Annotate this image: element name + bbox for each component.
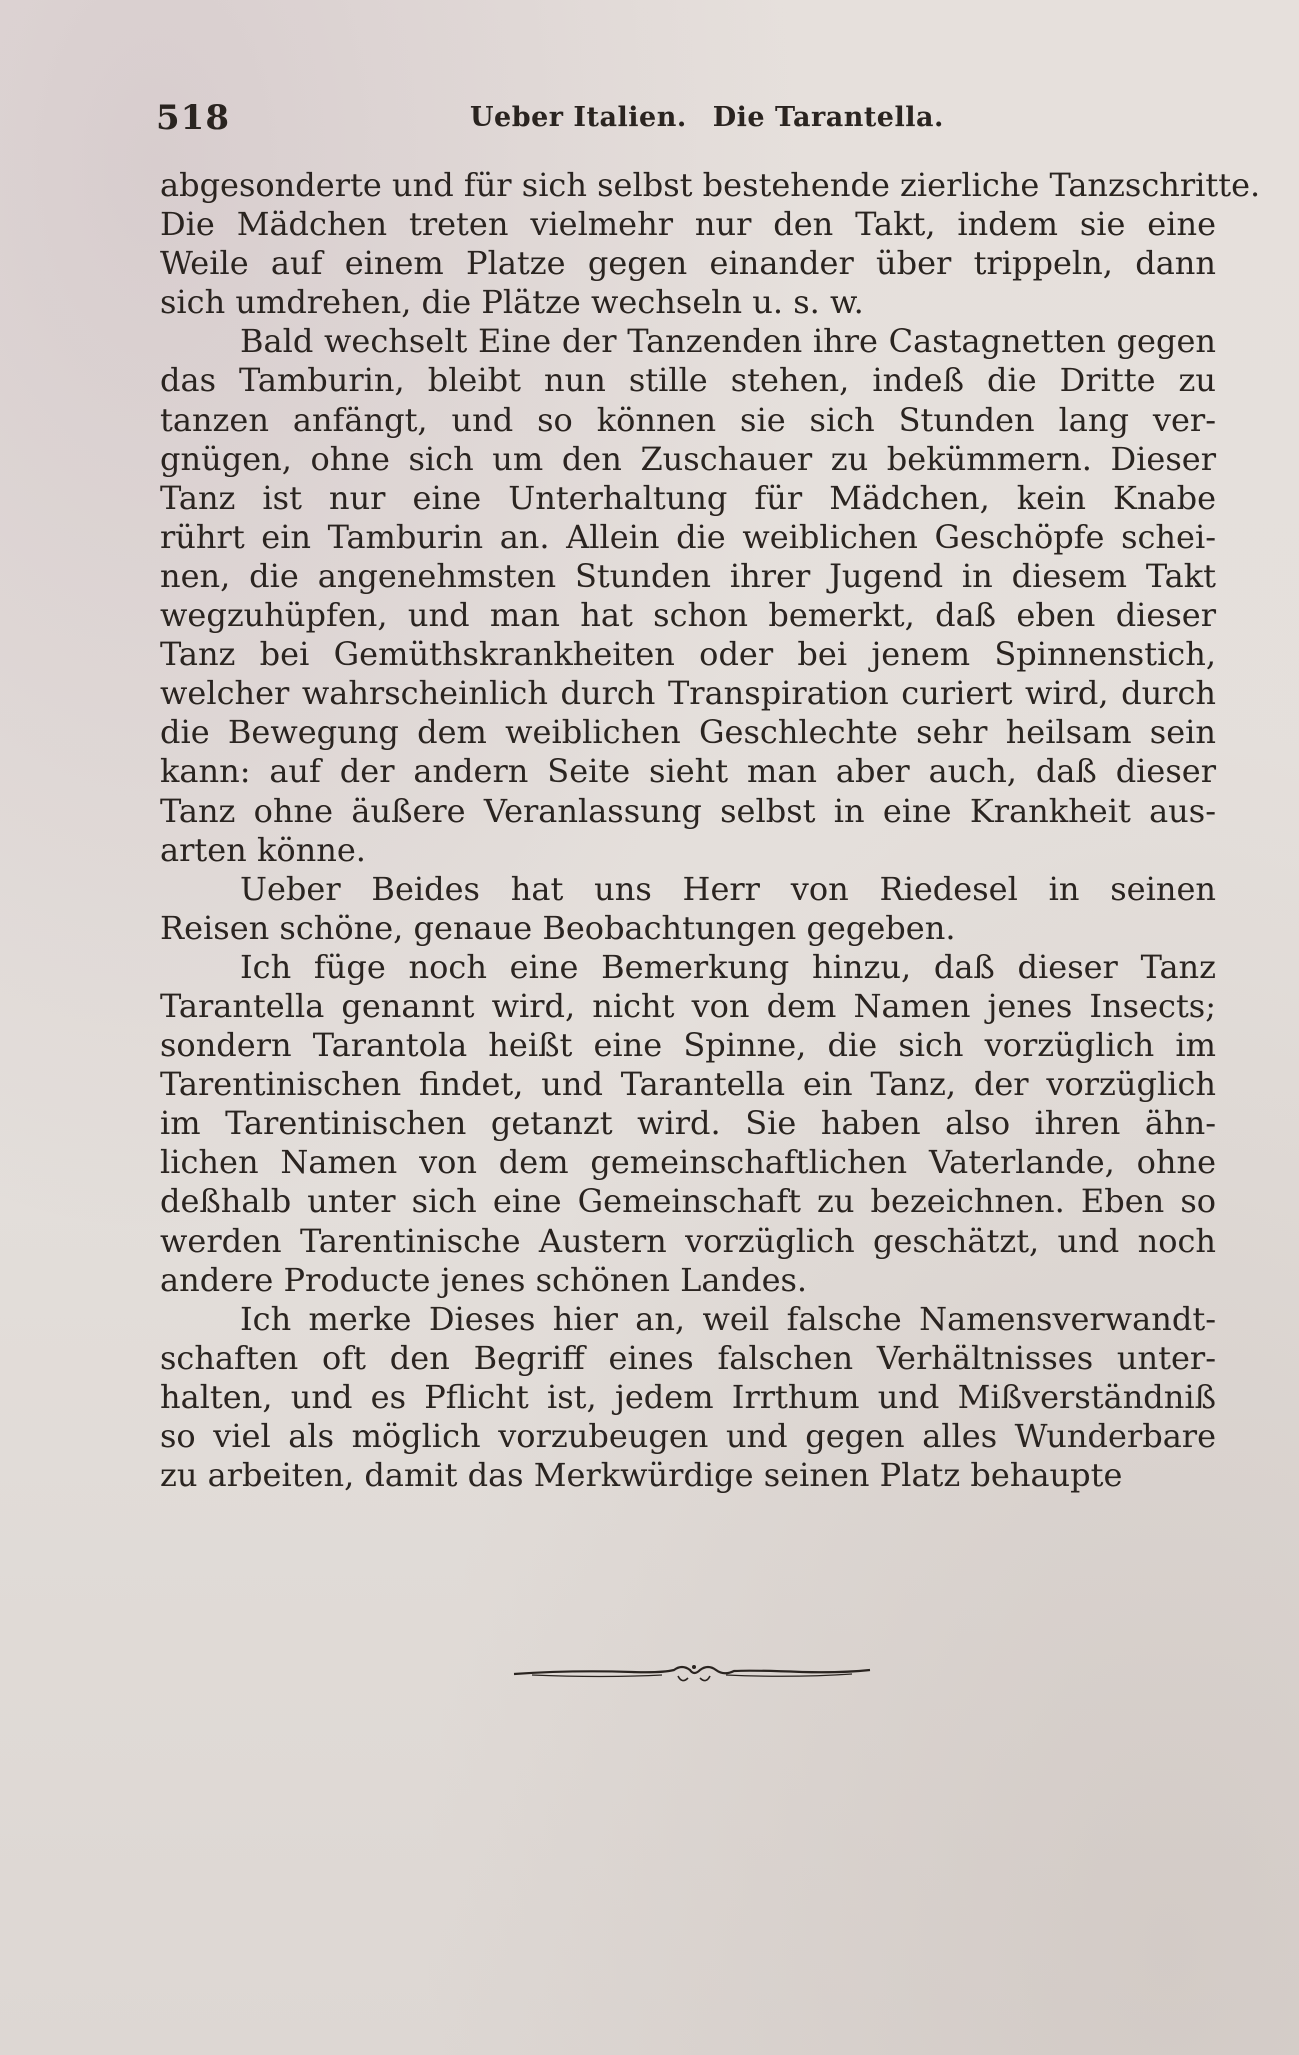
text-line: sich umdrehen, die Plätze wechseln u. s. w.	[160, 283, 864, 322]
text-line: Tarentinischen findet, und Tarantella ein Tanz, der vorzüglich	[160, 1065, 1216, 1104]
text-line: Ueber Beides hat uns Herr von Riedesel in seinen	[240, 869, 1216, 908]
body-text	[160, 166, 1261, 1495]
page-header	[156, 98, 1216, 142]
text-line: lichen Namen von dem gemeinschaftlichen Vaterlande, ohne	[160, 1143, 1216, 1182]
text-line: werden Tarentinische Austern vorzüglich geschätzt, und noch	[160, 1221, 1216, 1260]
text-line: halten, und es Pflicht ist, jedem Irrthum und Mißverständniß	[160, 1377, 1216, 1416]
text-line: gnügen, ohne sich um den Zuschauer zu bekümmern. Dieser	[160, 439, 1216, 478]
text-line: andere Producte jenes schönen Landes.	[160, 1260, 808, 1299]
text-line: das Tamburin, bleibt nun stille stehen, indeß die Dritte zu	[160, 361, 1216, 400]
ornament-divider-icon	[512, 1658, 872, 1690]
text-line: Die Mädchen treten vielmehr nur den Takt, indem sie eine	[160, 205, 1216, 244]
running-head-part1: Ueber Italien.	[470, 102, 687, 133]
text-line: so viel als möglich vorzubeugen und gegen alles Wunderbare	[160, 1417, 1216, 1455]
text-line: arten könne.	[160, 830, 366, 869]
text-line: Bald wechselt Eine der Tanzenden ihre Castagnetten gegen	[240, 322, 1216, 361]
text-line: rührt ein Tamburin an. Allein die weiblichen Geschöpfe schei-	[160, 517, 1216, 556]
text-line: Reisen schöne, genaue Beobachtungen gegeben.	[160, 908, 956, 947]
text-line: welcher wahrscheinlich durch Transpiration curiert wird, durch	[160, 674, 1216, 713]
text-line: zu arbeiten, damit das Merkwürdige seinen Platz behaupte	[160, 1456, 1123, 1495]
text-line: Tarantella genannt wird, nicht von dem Namen jenes Insects;	[160, 986, 1216, 1025]
page-number: 518	[156, 98, 230, 138]
text-line: abgesonderte und für sich selbst bestehende zierliche Tanzschritte.	[160, 166, 1261, 204]
text-line: sondern Tarantola heißt eine Spinne, die sich vorzüglich im	[160, 1026, 1216, 1065]
text-line: im Tarentinischen getanzt wird. Sie haben also ihren ähn-	[160, 1104, 1216, 1143]
text-line: deßhalb unter sich eine Gemeinschaft zu bezeichnen. Eben so	[160, 1182, 1216, 1221]
text-line: Weile auf einem Platze gegen einander über trippeln, dann	[160, 244, 1216, 283]
text-line: wegzuhüpfen, und man hat schon bemerkt, daß eben dieser	[160, 596, 1216, 635]
text-line: Tanz ohne äußere Veranlassung selbst in eine Krankheit aus-	[160, 791, 1216, 830]
running-head-part2: Die Tarantella.	[712, 102, 944, 133]
text-line: schaften oft den Begriff eines falschen Verhältnisses unter-	[160, 1338, 1216, 1377]
text-line: Tanz bei Gemüthskrankheiten oder bei jenem Spinnenstich,	[160, 635, 1216, 674]
text-line: Ich merke Dieses hier an, weil falsche Namensverwandt-	[240, 1299, 1216, 1338]
text-line: tanzen anfängt, und so können sie sich Stunden lang ver-	[160, 400, 1216, 439]
text-line: kann: auf der andern Seite sieht man aber auch, daß dieser	[160, 752, 1216, 791]
text-line: nen, die angenehmsten Stunden ihrer Jugend in diesem Takt	[160, 556, 1216, 595]
text-line: Ich füge noch eine Bemerkung hinzu, daß dieser Tanz	[240, 947, 1216, 986]
running-head	[470, 102, 944, 133]
text-line: die Bewegung dem weiblichen Geschlechte sehr heilsam sein	[160, 713, 1216, 752]
text-line: Tanz ist nur eine Unterhaltung für Mädchen, kein Knabe	[160, 478, 1216, 517]
